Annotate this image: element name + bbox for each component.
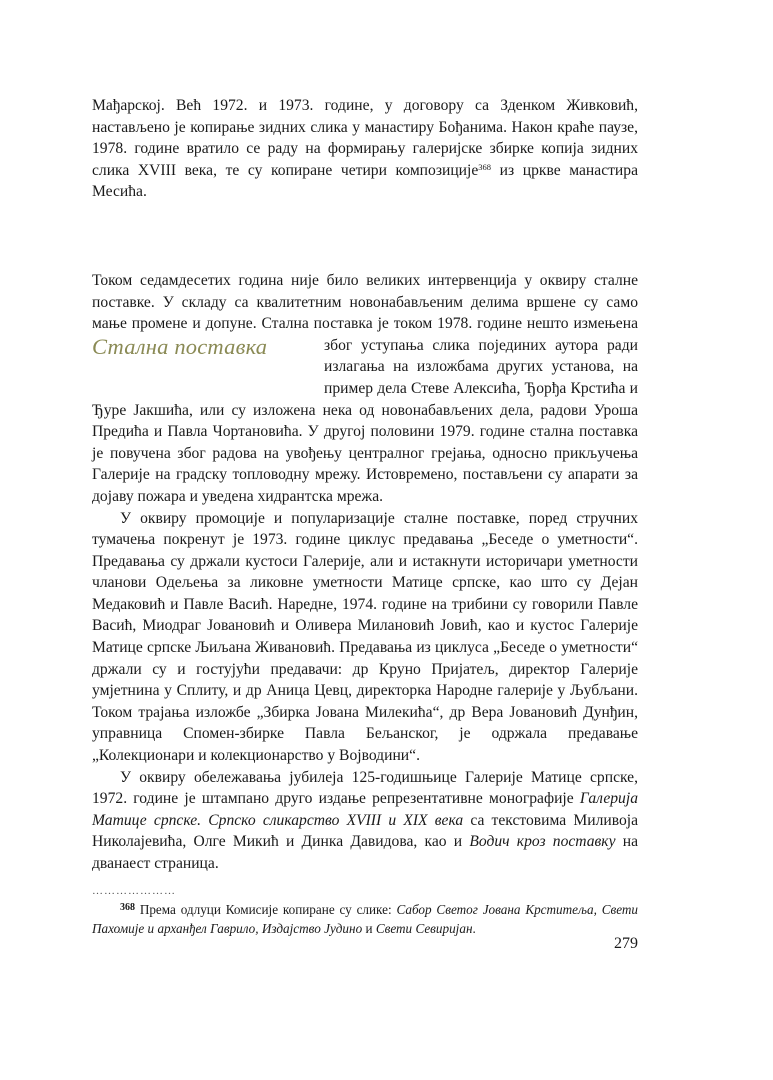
footnote-separator: ………………… xyxy=(92,884,176,897)
page-body xyxy=(92,95,638,938)
footnote-number: 368 xyxy=(120,901,135,913)
section-paragraph: У оквиру промоције и популаризације сталне поставке, поред стручних тумачења покренут је 1973. године циклус предавања „Беседе о уметности“. Предавања су држали кустоси Галерије, али и истакнути историчари уметности чланови Одељења за ликовне уметности Матице српске, као што су Дејан Медаковић и Павле Васић. Наредне, 1974. године на трибини су говорили Павле Васић, Миодраг Јовановић и Оливера Милановић Јовић, као и кустос Галерије Матице српске Љиљана Живановић. Предавања из циклуса „Беседе о уметности“ држали су и гостујући предавачи: др Круно Пријатељ, директор Галерије умјетнина у Сплиту, и др Аница Цевц, директорка Народне галерије у Љубљани. Током трајања изложбе „Збирка Јована Милекића“, др Вера Јовановић Дунђин, управница Спомен-збирке Павла Бељанског, је одржала предавање „Колекционари и колекционарство у Војводини“. xyxy=(92,509,638,765)
book-title: Водич кроз поставку xyxy=(469,833,616,851)
footnote: $^{368}$ Према одлуци Комисије копиране су слике: Сабор Светог Јована Крститеља, Свети Пахомије и арханђел Гаврило, Издајство Јудино и Свети Севиријан. xyxy=(92,901,639,936)
section-gap xyxy=(92,203,638,270)
footnote-reference[interactable]: 368 xyxy=(478,161,492,172)
page-number: 279 xyxy=(614,935,638,952)
section-paragraph: У оквиру обележавања јубилеја 125-годишњице Галерије Матице српске, 1972. године је штампано друго издање репрезентативне монографије Галерија Матице српске. Српско сликарство XVIII и XIX века са текстовима Миливоја Николајевића, Олге Микић и Динка Давидова, као и Водич кроз поставку на дванаест страница. xyxy=(92,768,639,872)
section-stalna-postavka xyxy=(92,270,638,508)
intro-paragraph: Мађарској. Већ 1972. и 1973. године, у договору са Зденком Живковић, настављено је копирање зидних слика у манастиру Бођанима. Након краће паузе, 1978. године вратило се раду на формирању галеријске збирке копија зидних слика XVIII века, те су копиране четири композиције$^{368}$ из цркве манастира Месића. xyxy=(92,97,638,201)
book-title: Галерија Матице српске. Српско сликарство XVIII и XIX века xyxy=(92,790,638,829)
section-paragraph: Током седамдесетих година није било великих интервенција у оквиру сталне поставке. У складу са квалитетним новонабављеним делима вршене су само мање промене и допуне. Стална поставка је током 1978. године нешто измењена због уступања слика појединих аутора ради излагања на изложбама других установа, на пример дела Стеве Алексића, Ђорђа Крстића и Ђуре Јакшића, или су изложена нека од новонабављених дела, радови Уроша Предића и Павла Чортановића. У другој половини 1979. године стална поставка је повучена због радова на увођењу централног грејања, односно прикључења Галерије на градску топловодну мрежу. Истовремено, постављени су апарати за дојаву пожара и уведена хидрантска мрежа. xyxy=(92,271,638,505)
section-heading: Стална поставка xyxy=(92,333,268,359)
